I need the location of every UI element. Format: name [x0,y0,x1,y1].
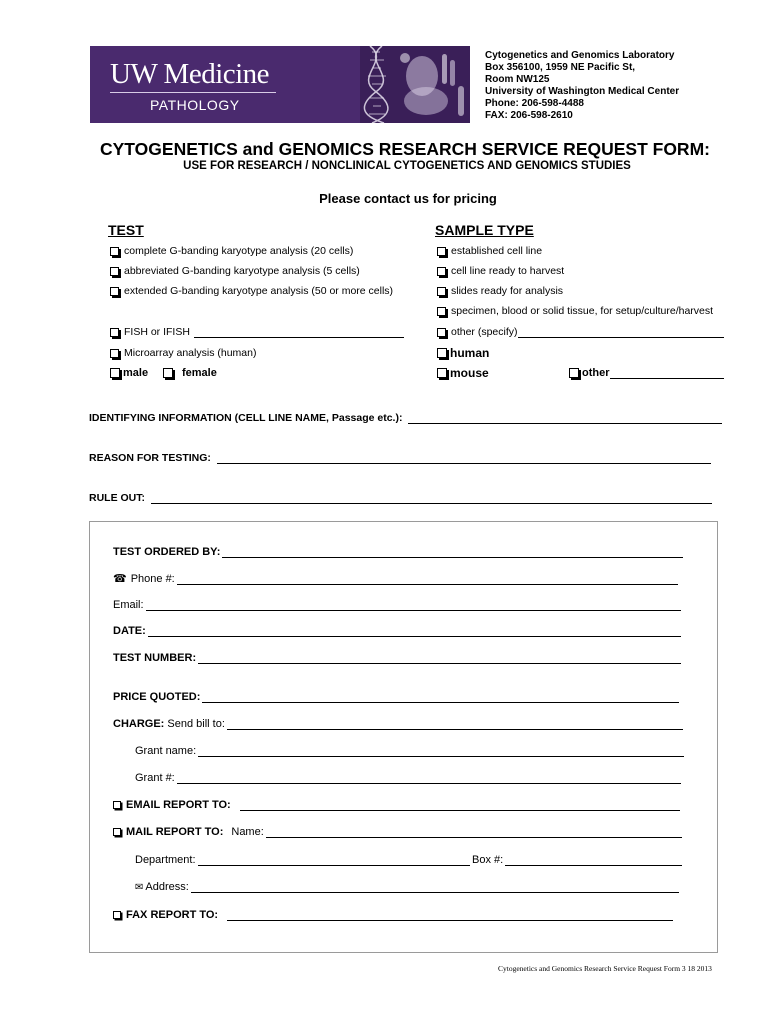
checkbox-icon[interactable] [113,911,121,919]
test-option-microarray[interactable] [110,345,256,361]
grant-number-field[interactable] [135,768,681,784]
checkbox-icon[interactable] [110,247,119,256]
lab-info-line: University of Washington Medical Center [485,86,680,97]
form-footer: Cytogenetics and Genomics Research Service Request Form 3 18 2013 [498,964,712,973]
checkbox-icon[interactable] [110,287,119,296]
uw-medicine-banner [90,46,470,123]
option-label: male [123,367,149,379]
form-title: CYTOGENETICS and GENOMICS RESEARCH SERVICE REQUEST FORM: [100,139,710,159]
checkbox-icon[interactable] [110,328,119,337]
lab-contact-info [485,50,679,122]
field-label: RULE OUT: [89,492,145,504]
pricing-note: Please contact us for pricing [319,191,497,206]
field-label: DATE: [113,625,146,637]
checkbox-icon[interactable] [569,368,579,378]
option-label: established cell line [451,245,543,257]
option-label: other [582,367,610,379]
department-input[interactable] [198,854,470,866]
chromosome-dna-image [360,46,470,123]
checkbox-icon[interactable] [110,349,119,358]
mail-icon: ✉ [135,882,144,893]
sample-option-slides-ready[interactable] [437,283,563,299]
lab-info-line: Box 356100, 1959 NE Pacific St, [485,62,636,73]
identifying-info-field[interactable] [89,408,722,424]
option-label: FISH or IFISH [124,326,190,338]
send-bill-input[interactable] [227,718,683,730]
email-input[interactable] [146,599,681,611]
phone-field[interactable] [113,569,678,585]
checkbox-icon[interactable] [163,368,173,378]
option-label: specimen, blood or solid tissue, for setup/culture/harvest [451,305,714,317]
field-label: REASON FOR TESTING: [89,452,211,464]
checkbox-icon[interactable] [437,307,446,316]
sample-option-established-cell-line[interactable] [437,243,542,259]
checkbox-icon[interactable] [437,287,446,296]
field-label: CHARGE: [113,718,165,730]
checkbox-icon[interactable] [437,348,447,358]
box-number-field[interactable] [472,850,682,866]
field-label: Box #: [472,854,504,866]
lab-info-line: Room NW125 [485,74,550,85]
sample-type-heading: SAMPLE TYPE [435,222,534,238]
email-field[interactable] [113,595,681,611]
reason-for-testing-input[interactable] [217,452,711,464]
option-label: extended G-banding karyotype analysis (50 or more cells) [124,285,394,297]
mail-name-input[interactable] [266,826,682,838]
field-label: TEST NUMBER: [113,652,197,664]
option-label: mouse [450,366,489,380]
date-input[interactable] [148,625,681,637]
option-label: other (specify) [451,326,518,338]
lab-info-line: Cytogenetics and Genomics Laboratory [485,50,675,61]
phone-icon: ☎ [113,573,127,585]
email-report-field[interactable] [113,795,680,811]
phone-input[interactable] [177,573,678,585]
charge-field[interactable] [113,714,683,730]
option-label: cell line ready to harvest [451,265,565,277]
box-number-input[interactable] [505,854,682,866]
checkbox-icon[interactable] [437,328,446,337]
sex-option-male[interactable] [110,365,148,381]
checkbox-icon[interactable] [110,368,120,378]
sample-option-specimen[interactable] [437,303,713,319]
field-label: TEST ORDERED BY: [113,546,221,558]
logo-subtitle: PATHOLOGY [150,97,240,113]
price-quoted-input[interactable] [202,691,679,703]
lab-info-line: FAX: 206-598-2610 [485,110,573,121]
grant-number-input[interactable] [177,772,681,784]
field-label: Address: [145,881,189,893]
email-report-input[interactable] [240,799,680,811]
field-label: FAX REPORT TO: [126,909,219,921]
field-label: Grant #: [135,772,175,784]
species-option-mouse[interactable] [437,365,489,381]
test-ordered-by-input[interactable] [222,546,683,558]
option-label: slides ready for analysis [451,285,564,297]
sample-option-cell-line-ready[interactable] [437,263,564,279]
checkbox-icon[interactable] [437,267,446,276]
option-label: human [450,346,490,360]
test-number-input[interactable] [198,652,681,664]
mail-report-field[interactable] [113,822,682,838]
rule-out-input[interactable] [151,492,712,504]
other-specify-line[interactable] [518,326,724,338]
test-ordered-by-field[interactable] [113,542,683,558]
option-label: female [182,367,217,379]
field-label: PRICE QUOTED: [113,691,201,703]
field-label: Grant name: [135,745,197,757]
rule-out-field[interactable] [89,488,712,504]
address-field[interactable] [135,877,679,893]
species-other-line[interactable] [610,367,724,379]
logo-title: UW Medicine [110,58,270,90]
option-label: Microarray analysis (human) [124,347,257,359]
field-label: EMAIL REPORT TO: [126,799,231,811]
checkbox-icon[interactable] [437,247,446,256]
lab-info-line: Phone: 206-598-4488 [485,98,584,109]
test-number-field[interactable] [113,648,681,664]
reason-for-testing-field[interactable] [89,448,711,464]
species-option-human[interactable] [437,345,489,361]
identifying-info-input[interactable] [408,412,722,424]
field-label: Phone #: [130,573,175,585]
field-label: Email: [113,599,144,611]
grant-name-input[interactable] [198,745,684,757]
species-option-other[interactable] [569,365,724,381]
logo-divider [110,92,276,93]
form-subtitle: USE FOR RESEARCH / NONCLINICAL CYTOGENETICS AND GENOMICS STUDIES [183,160,631,172]
field-label: Department: [135,854,196,866]
name-label: Name: [231,826,264,838]
date-field[interactable] [113,621,681,637]
fax-report-input[interactable] [227,909,673,921]
test-option-fish[interactable] [110,324,404,340]
department-field[interactable] [135,850,470,866]
test-option-extended-karyotype[interactable] [110,283,393,299]
test-heading: TEST [108,222,144,238]
test-option-complete-karyotype[interactable] [110,243,353,259]
field-label: IDENTIFYING INFORMATION (CELL LINE NAME, Passage etc.): [89,412,403,424]
fish-entry-line[interactable] [194,326,404,338]
address-input[interactable] [191,881,679,893]
option-label: abbreviated G-banding karyotype analysis (5 cells) [124,265,360,277]
checkbox-icon[interactable] [113,828,121,836]
field-label: MAIL REPORT TO: [126,826,224,838]
sample-option-other[interactable] [437,324,724,340]
checkbox-icon[interactable] [437,368,447,378]
sex-option-female[interactable] [163,365,217,381]
checkbox-icon[interactable] [113,801,121,809]
fax-report-field[interactable] [113,905,673,921]
price-quoted-field[interactable] [113,687,679,703]
checkbox-icon[interactable] [110,267,119,276]
test-option-abbreviated-karyotype[interactable] [110,263,360,279]
grant-name-field[interactable] [135,741,684,757]
option-label: complete G-banding karyotype analysis (20 cells) [124,245,354,257]
send-bill-label: Send bill to: [164,718,225,730]
